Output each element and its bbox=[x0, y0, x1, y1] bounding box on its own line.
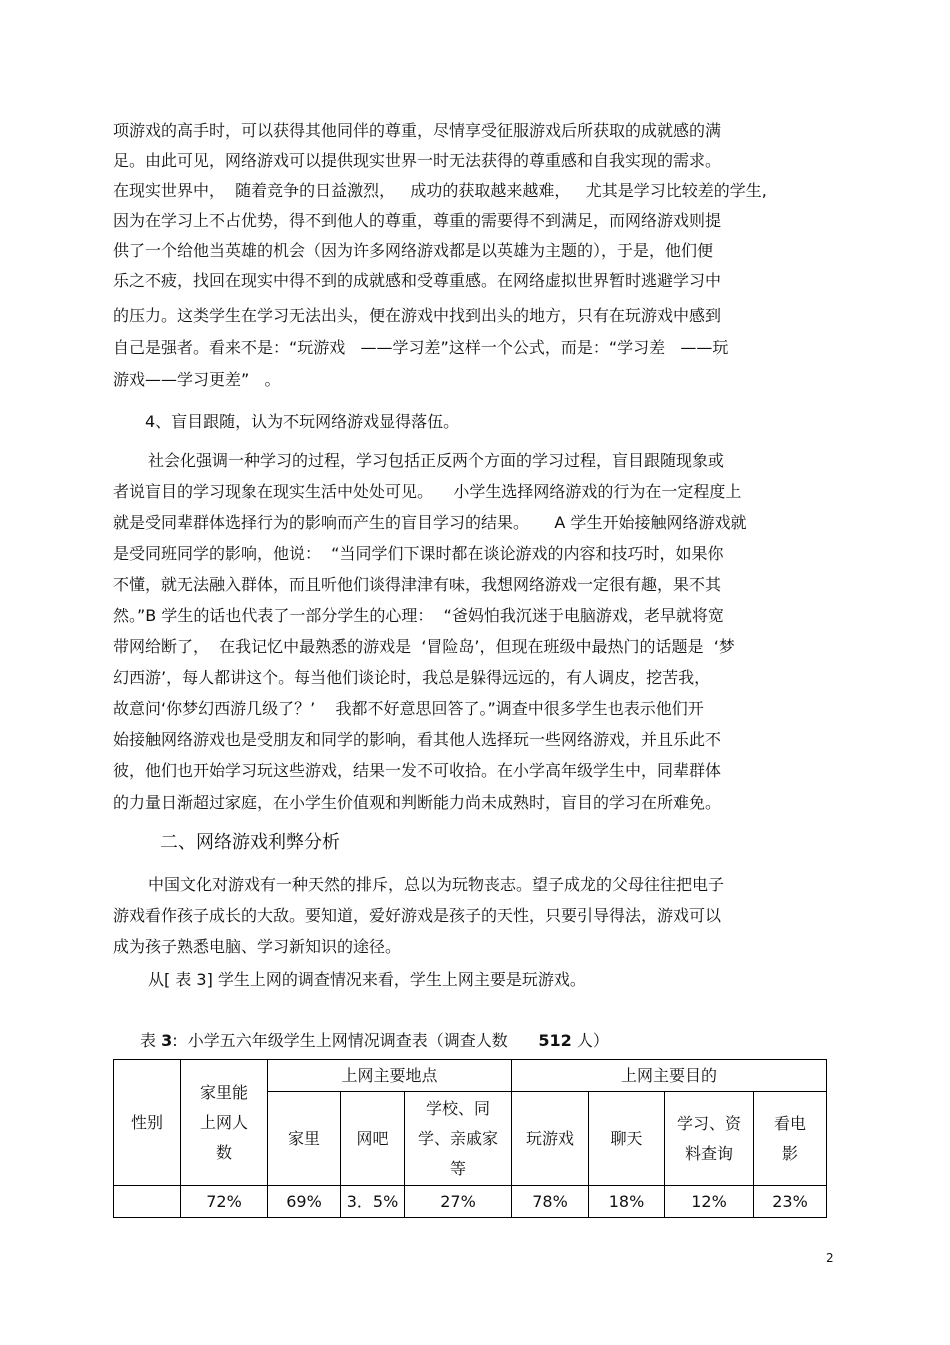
text-line: 带网给断了， 在我记忆中最熟悉的游戏是 ‘冒险岛’，但现在班级中最热门的话题是 ‘梦 bbox=[113, 637, 735, 656]
cell-gaming: 78% bbox=[512, 1186, 589, 1218]
cell-gender bbox=[114, 1186, 181, 1218]
subheader-school-relatives: 学校、同 学、亲戚家 等 bbox=[405, 1092, 512, 1186]
subheader-gaming: 玩游戏 bbox=[512, 1092, 589, 1186]
text-line: 幻西游’，每人都讲这个。每当他们谈论时，我总是躲得远远的，有人调皮，挖苦我， bbox=[113, 668, 711, 687]
text-line: 成为孩子熟悉电脑、学习新知识的途径。 bbox=[113, 937, 402, 956]
caption-respondent-count: 512 bbox=[538, 1031, 572, 1050]
text-line: 乐之不疲，找回在现实中得不到的成就感和受尊重感。在网络虚拟世界暂时逃避学习中 bbox=[113, 271, 722, 290]
table-header-row bbox=[114, 1060, 827, 1092]
text-line: 因为在学习上不占优势，得不到他人的尊重，尊重的需要得不到满足，而网络游戏则提 bbox=[113, 211, 722, 230]
cell-chat: 18% bbox=[589, 1186, 665, 1218]
table-row bbox=[114, 1186, 827, 1218]
page-number: 2 bbox=[826, 1251, 834, 1265]
text-line: 是受同班同学的影响，他说： “当同学们下课时都在谈论游戏的内容和技巧时，如果你 bbox=[113, 544, 724, 563]
caption-title: : 小学五六年级学生上网情况调查表（调查人数 bbox=[172, 1031, 539, 1050]
text-line: 社会化强调一种学习的过程，学习包括正反两个方面的学习过程，盲目跟随现象或 bbox=[148, 451, 725, 470]
text-line: 游戏——学习更差” 。 bbox=[113, 370, 281, 389]
cell-school-relatives: 27% bbox=[405, 1186, 512, 1218]
section-heading: 二、网络游戏利弊分析 bbox=[160, 832, 340, 853]
text-line: 在现实世界中， 随着竞争的日益激烈， 成功的获取越来越难， 尤其是学习比较差的学生, bbox=[113, 181, 767, 200]
subheader-home: 家里 bbox=[268, 1092, 341, 1186]
cell-internet-cafe: 3．5% bbox=[341, 1186, 405, 1218]
text-line: 彼，他们也开始学习玩这些游戏，结果一发不可收拾。在小学高年级学生中，同辈群体 bbox=[113, 761, 722, 780]
text-line: 然。”B 学生的话也代表了一部分学生的心理： “爸妈怕我沉迷于电脑游戏，老早就将宽 bbox=[113, 606, 724, 625]
cell-study: 12% bbox=[665, 1186, 754, 1218]
subheader-movies: 看电 影 bbox=[754, 1092, 827, 1186]
text-line: 就是受同辈群体选择行为的影响而产生的盲目学习的结果。 A 学生开始接触网络游戏就 bbox=[113, 513, 747, 532]
table-intro-text: 从[ 表 3] 学生上网的调查情况来看，学生上网主要是玩游戏。 bbox=[148, 970, 586, 989]
text-line: 游戏看作孩子成长的大敌。要知道，爱好游戏是孩子的天性，只要引导得法，游戏可以 bbox=[113, 906, 722, 925]
text-line: 供了一个给他当英雄的机会（因为许多网络游戏都是以英雄为主题的），于是，他们便 bbox=[113, 241, 714, 260]
header-purpose-group: 上网主要目的 bbox=[512, 1060, 827, 1092]
text-line: 的力量日渐超过家庭，在小学生价值观和判断能力尚未成熟时，盲目的学习在所难免。 bbox=[113, 793, 722, 812]
subheader-internet-cafe: 网吧 bbox=[341, 1092, 405, 1186]
text-line: 者说盲目的学习现象在现实生活中处处可见。 小学生选择网络游戏的行为在一定程度上 bbox=[113, 482, 742, 501]
subheader-study: 学习、资 料查询 bbox=[665, 1092, 754, 1186]
text-line: 足。由此可见，网络游戏可以提供现实世界一时无法获得的尊重感和自我实现的需求。 bbox=[113, 151, 722, 170]
survey-table bbox=[113, 1059, 827, 1218]
header-home-access: 家里能 上网人 数 bbox=[181, 1060, 268, 1186]
cell-movies: 23% bbox=[754, 1186, 827, 1218]
table-caption bbox=[140, 1031, 609, 1051]
text-line: 项游戏的高手时，可以获得其他同伴的尊重，尽情享受征服游戏后所获取的成就感的满 bbox=[113, 121, 722, 140]
subheader-chat: 聊天 bbox=[589, 1092, 665, 1186]
text-line: 始接触网络游戏也是受朋友和同学的影响，看其他人选择玩一些网络游戏，并且乐此不 bbox=[113, 730, 722, 749]
cell-home-access: 72% bbox=[181, 1186, 268, 1218]
cell-home: 69% bbox=[268, 1186, 341, 1218]
point-4-heading: 4、盲目跟随，认为不玩网络游戏显得落伍。 bbox=[145, 412, 460, 431]
caption-suffix: 人） bbox=[571, 1031, 609, 1050]
caption-table-number: 3 bbox=[161, 1031, 173, 1050]
text-line: 不懂，就无法融入群体，而且听他们谈得津津有味，我想网络游戏一定很有趣，果不其 bbox=[113, 575, 722, 594]
header-gender: 性别 bbox=[114, 1060, 181, 1186]
text-line: 的压力。这类学生在学习无法出头，便在游戏中找到出头的地方，只有在玩游戏中感到 bbox=[113, 306, 722, 325]
text-line: 中国文化对游戏有一种天然的排斥，总以为玩物丧志。望子成龙的父母往往把电子 bbox=[148, 875, 725, 894]
header-location-group: 上网主要地点 bbox=[268, 1060, 512, 1092]
text-line: 故意问‘你梦幻西游几级了？’ 我都不好意思回答了。”调查中很多学生也表示他们开 bbox=[113, 699, 704, 718]
caption-prefix: 表 bbox=[140, 1031, 162, 1050]
text-line: 自己是强者。看来不是：“玩游戏 ——学习差”这样一个公式，而是：“学习差 ——玩 bbox=[113, 338, 729, 357]
